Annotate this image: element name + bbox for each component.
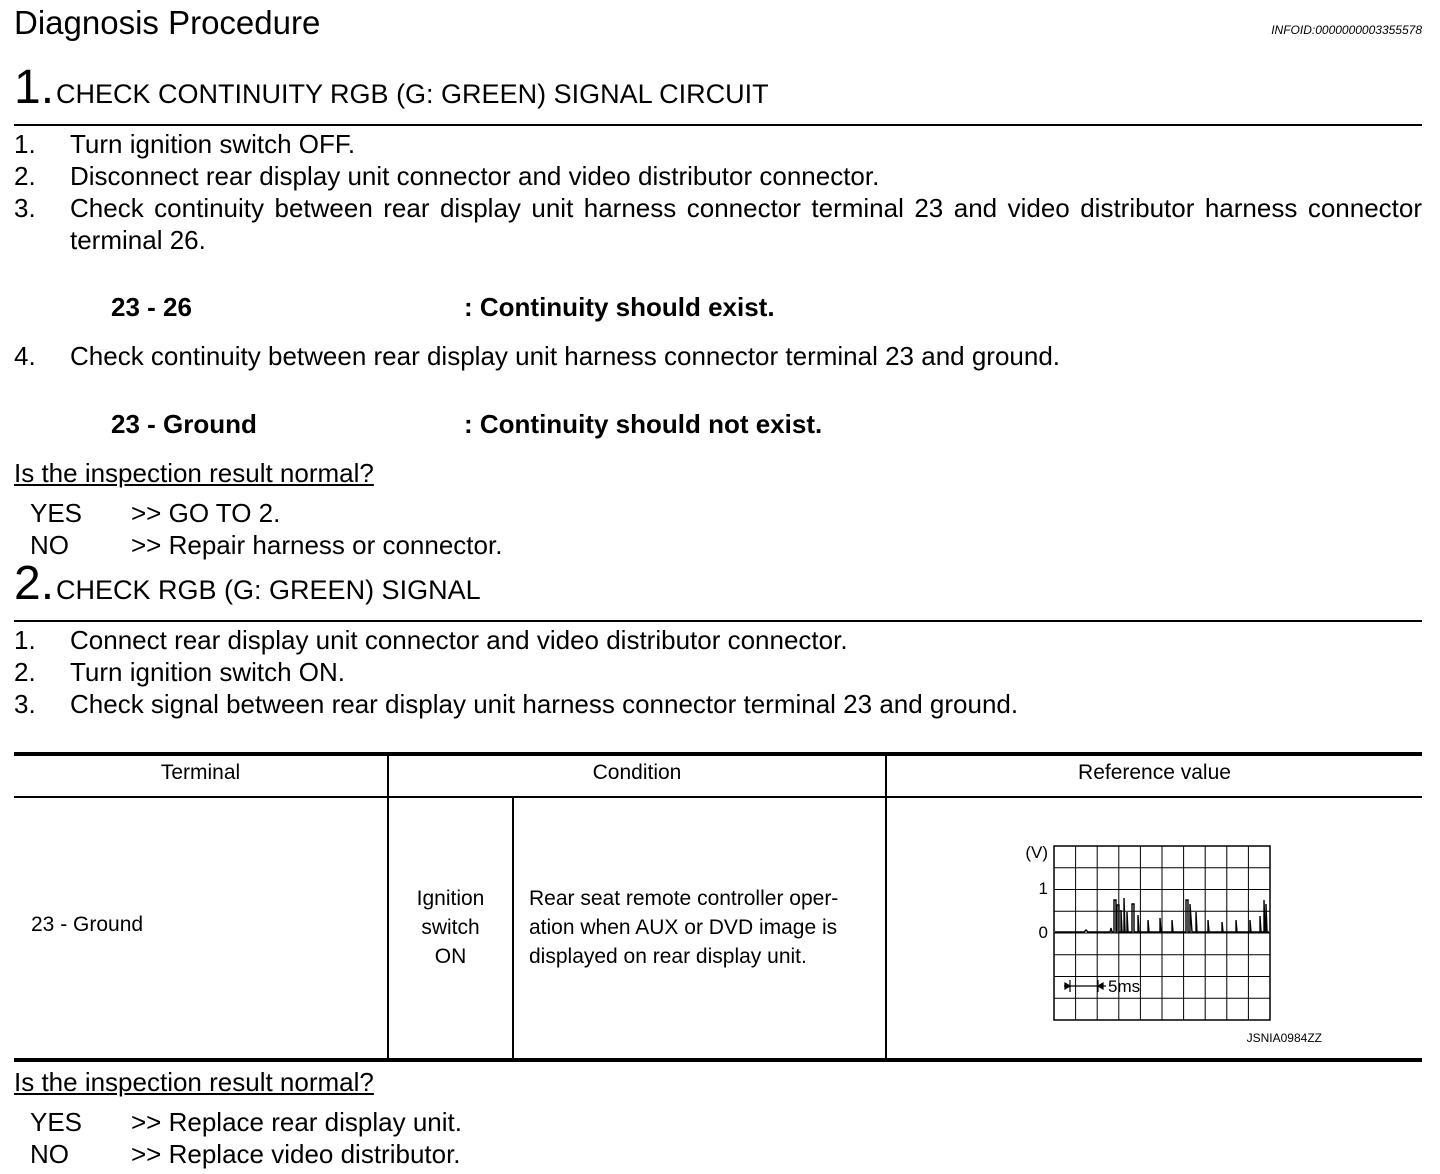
instruction-item: 4. Check continuity between rear display unit harness connector terminal 23 and ground. (14, 341, 1061, 371)
instruction-item: 3. Check signal between rear display unit harness connector terminal 23 and ground. (14, 689, 1019, 719)
time-scale-label: 5ms (1108, 977, 1141, 996)
page-title: Diagnosis Procedure (14, 4, 321, 41)
step-1-rule (14, 124, 1422, 126)
y-label-1: 1 (1038, 879, 1048, 898)
cell-terminal: 23 - Ground (31, 913, 144, 936)
step-2-title: CHECK RGB (G: GREEN) SIGNAL (56, 575, 481, 605)
header-terminal: Terminal (160, 761, 241, 784)
answer-no: NO >> Repair harness or connector. (30, 530, 503, 560)
waveform-grid (1054, 846, 1270, 1020)
continuity-spec-23-26 (111, 292, 775, 323)
step-2-question: Is the inspection result normal? (14, 1067, 374, 1097)
step-2-heading (14, 557, 481, 610)
header-condition: Condition (592, 761, 682, 784)
step-1-instructions-continued (14, 340, 1422, 372)
instruction-item: 1. Connect rear display unit connector and video distributor connector. (14, 625, 848, 655)
step-1-instructions (14, 128, 1422, 256)
instruction-item: 3. Check continuity between rear display unit harness connector terminal 23 and video distributor harness connector terminal 26. (14, 193, 1422, 255)
y-unit-label: (V) (1025, 843, 1048, 862)
step-1-question: Is the inspection result normal? (14, 458, 374, 488)
cell-ignition-switch: Ignition switch ON (416, 887, 485, 968)
cell-condition-text: Rear seat remote controller oper- ation when AUX or DVD image is displayed on rear display unit. (529, 887, 839, 968)
continuity-spec-23-ground (111, 409, 823, 440)
step-2-instructions (14, 624, 1422, 720)
answer-no: NO >> Replace video distributor. (30, 1139, 461, 1169)
oscilloscope-waveform-figure (1014, 840, 1344, 1050)
figure-code: JSNIA0984ZZ (1246, 1031, 1322, 1045)
info-id: INFOID:0000000003355578 (1271, 23, 1422, 37)
step-2-rule (14, 620, 1422, 622)
header-reference-value: Reference value (1078, 761, 1231, 784)
instruction-item: 1. Turn ignition switch OFF. (14, 129, 356, 159)
step-1-heading (14, 61, 769, 114)
step-1-number: 1. (14, 61, 55, 114)
spec-terminals: 23 - 26 (111, 292, 192, 322)
answer-yes: YES >> GO TO 2. (30, 498, 281, 528)
instruction-item: 2. Turn ignition switch ON. (14, 657, 346, 687)
answer-yes: YES >> Replace rear display unit. (30, 1107, 462, 1137)
spec-value: : Continuity should not exist. (464, 409, 823, 439)
step-1-answers (30, 497, 502, 561)
step-1-title: CHECK CONTINUITY RGB (G: GREEN) SIGNAL CIRCUIT (56, 79, 769, 109)
instruction-item: 2. Disconnect rear display unit connector and video distributor connector. (14, 161, 880, 191)
spec-terminals: 23 - Ground (111, 409, 257, 439)
step-2-answers (30, 1106, 462, 1170)
time-scale-marker (1064, 980, 1106, 992)
spec-value: : Continuity should exist. (464, 292, 775, 322)
step-2-number: 2. (14, 557, 55, 610)
y-label-0: 0 (1038, 923, 1048, 942)
reference-value-table (14, 752, 1422, 1062)
